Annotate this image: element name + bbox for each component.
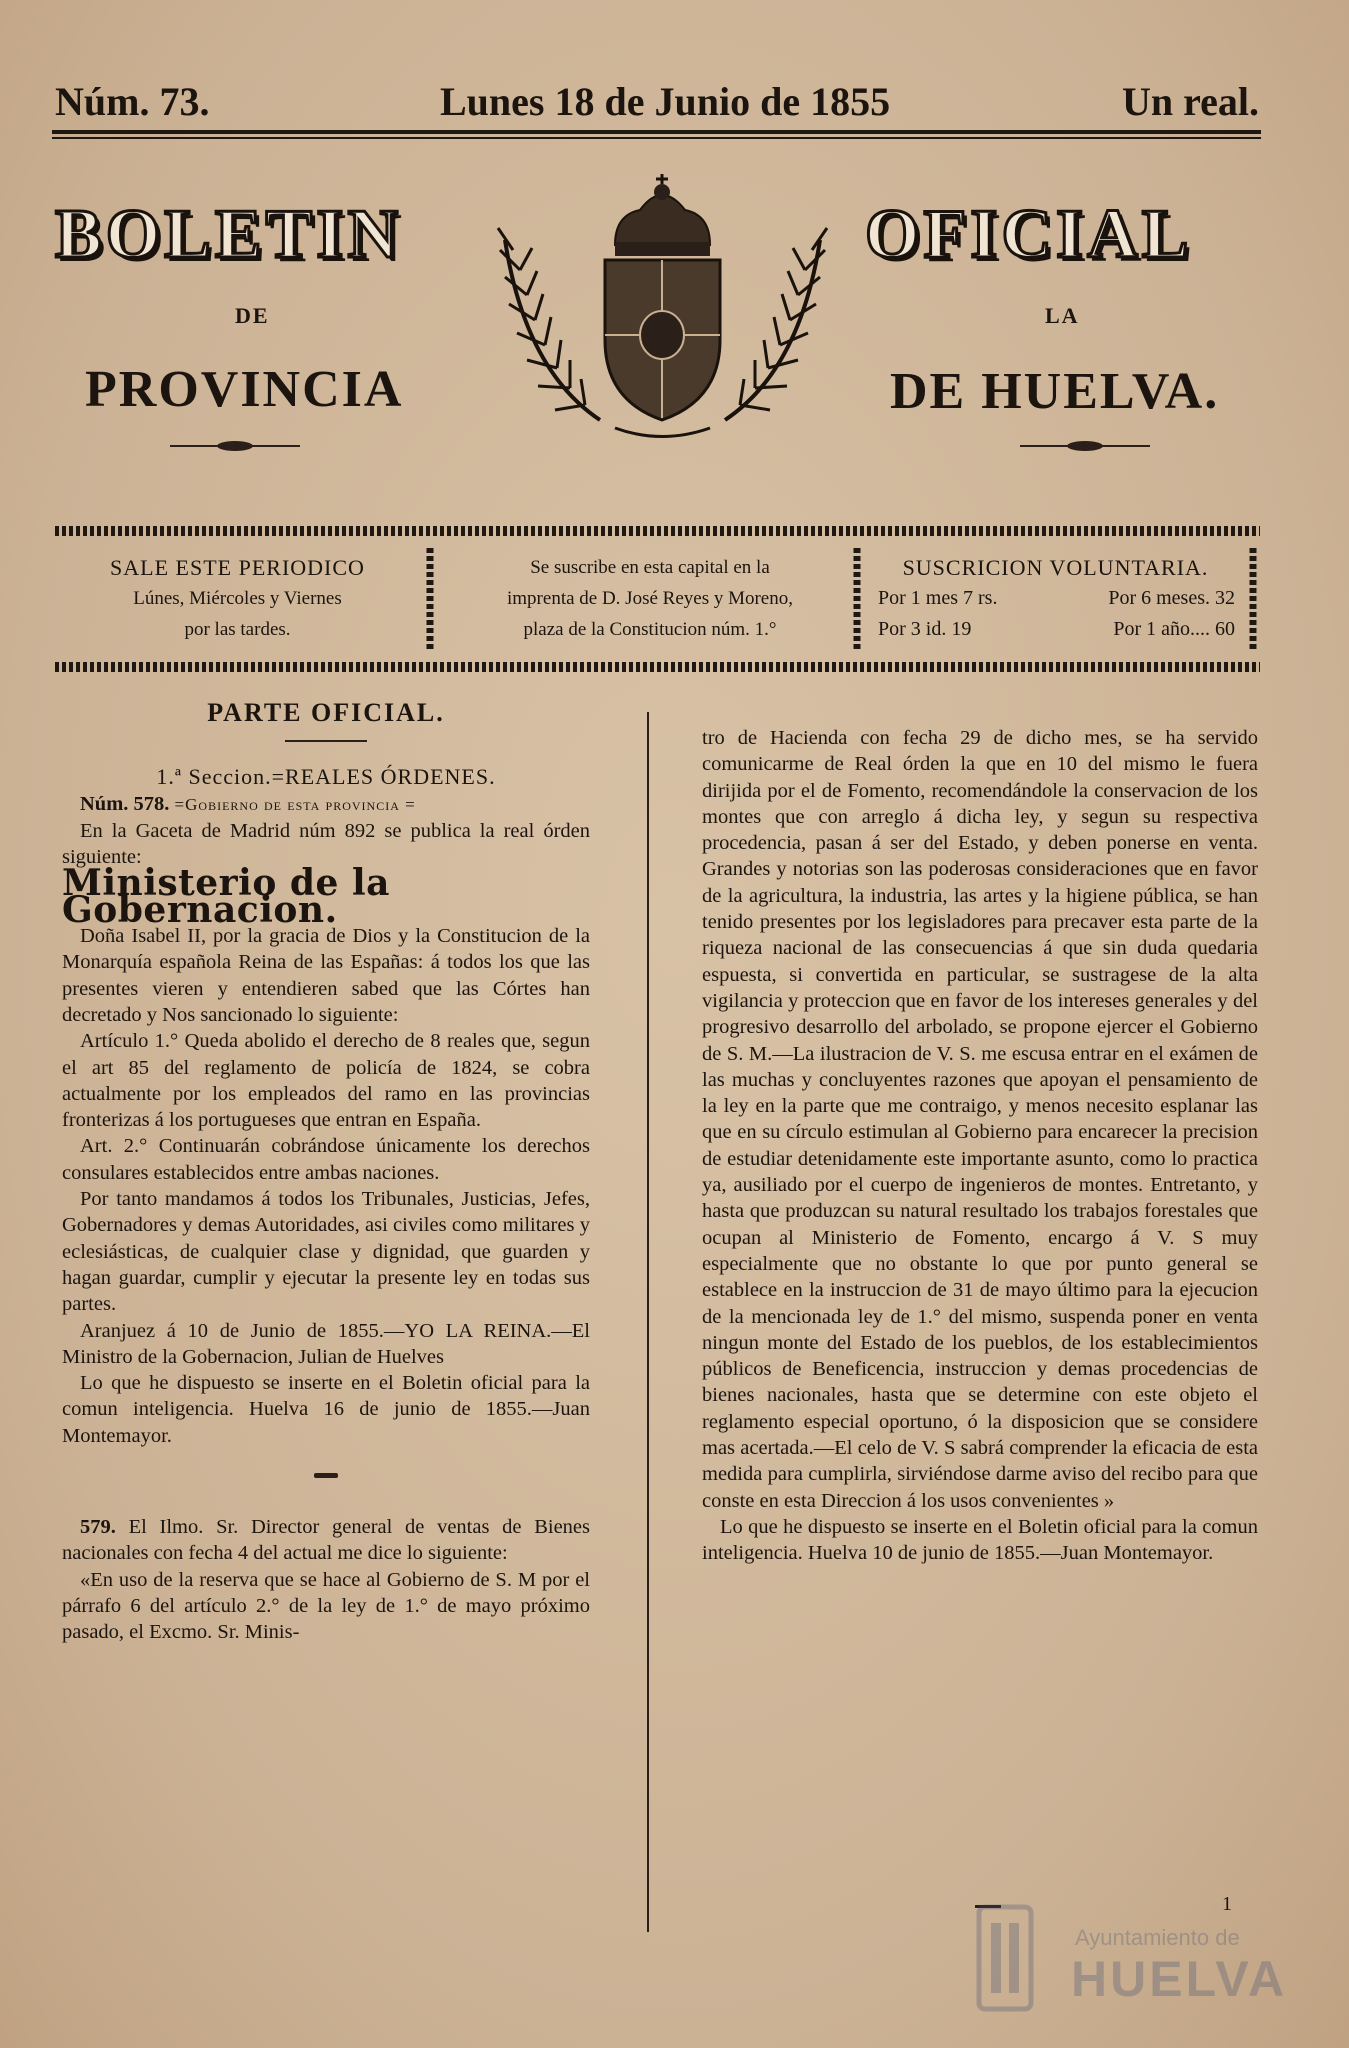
schedule-time: por las tardes. — [184, 619, 291, 640]
rates-title: SUSCRICION VOLUNTARIA. — [902, 555, 1209, 580]
flourish-ornament-right — [1020, 440, 1150, 452]
flourish-ornament-left — [170, 440, 300, 452]
notice-579-number: 579. — [80, 1516, 116, 1539]
notice-heading — [62, 791, 590, 818]
schedule-days: Lúnes, Miércoles y Viernes — [133, 588, 342, 609]
issue-header — [55, 78, 1259, 128]
masthead-de-huelva: DE HUELVA. — [890, 363, 1220, 420]
notice-579-text: El Ilmo. Sr. Director general de ventas de Bienes nacionales con fecha 4 del actual me dice lo siguiente: — [62, 1516, 591, 1565]
location-line-2: imprenta de D. José Reyes y Moreno, — [507, 588, 793, 609]
masthead-la: LA — [1045, 303, 1080, 328]
watermark-line-2: HUELVA — [1071, 1951, 1288, 2007]
rates-row — [868, 583, 1243, 614]
subscription-location — [440, 552, 860, 652]
column-divider — [647, 712, 649, 1932]
location-line-3: plaza de la Constitucion núm. 1.° — [523, 619, 777, 640]
archive-watermark — [975, 1895, 1288, 2025]
notice-579-quote: «En uso de la reserva que se hace al Gobierno de S. M por el párrafo 6 del artículo 2.° de la ley de 1.° de mayo próximo pasado, el Excmo. Sr. Minis- — [62, 1568, 590, 1644]
rate-1-month: Por 1 mes 7 rs. — [878, 587, 998, 609]
law-article-1: Artículo 1.° Queda abolido el derecho de 8 reales que, segun el art 85 del reglamento de policía de 1824, se cobra actualmente por los empleados del ramo en las provincias fronterizas á los portugueses que entran en España. — [62, 1030, 590, 1132]
city-shield-icon — [975, 1903, 1035, 2013]
location-line-1: Se suscribe en esta capital en la — [530, 557, 770, 578]
ornamental-divider — [425, 548, 435, 652]
notice-intro: En la Gaceta de Madrid núm 892 se publica la real órden siguiente: — [62, 819, 590, 869]
separator-mark — [314, 1473, 338, 1478]
ornamental-divider — [1248, 548, 1258, 652]
law-signature: Aranjuez á 10 de Junio de 1855.—YO LA REINA.—El Ministro de la Gobernacion, Julian de Huelves — [62, 1319, 590, 1368]
section-title: PARTE OFICIAL. — [207, 698, 445, 727]
right-column — [702, 725, 1258, 1567]
subscription-rates — [868, 552, 1243, 652]
notice-579-closing: Lo que he dispuesto se inserte en el Boletin oficial para la comun inteligencia. Huelva 10 de junio de 1855.—Juan Montemayor. — [702, 1515, 1258, 1565]
publication-schedule — [60, 552, 415, 652]
notice-579-continuation: tro de Hacienda con fecha 29 de dicho mes, se ha servido comunicarme de Real órden la que en 10 del mismo le fuera dirijida por el de Fomento, recomendándole la conservacion de los montes que con arreglo á dicha ley, y segun su respectiva procedencia, pasan á ser del Estado, y deben ponerse en venta. Grandes y notorias son las poderosas consideraciones que en favor de la agricultura, la industria, las artes y la higiene pública, se han tenido presentes por los legisladores para precaver esta parte de la riqueza nacional de las consecuencias á que sin duda quedaria espuesta, si convertida en particular, se sustragese de la alta vigilancia y proteccion que en favor de los intereses generales y del progresivo desarrollo del arbolado, se propone ejercer el Gobierno de S. M.—La ilustracion de V. S. me escusa entrar en el exámen de las muchas y concluyentes razones que apoyan el pensamiento de la ley en la parte que me contraigo, y menos necesito esplanar las que en su círculo estimulan al Gobierno para encarecer la precision de estudiar detenidamente este importante asunto, como lo practica ya, ausiliado por el cuerpo de ingenieros de montes. Entretanto, y hasta que produzcan su natural resultado los trabajos forestales que ocupan al Ministerio de Fomento, encargo á V. S muy especialmente que no obstante lo que por punto general se establece en la instruccion de 31 de mayo último para la ejecucion de la mencionada ley de 1.° del mismo, suspenda poner en venta ningun monte del Estado de los pueblos, de los establecimientos públicos de Beneficencia, instruccion y demas procedencias de bienes nacionales, hasta que se determine con este objeto el reglamento especial oportuno, ó la disposicion que se considere mas acertada.—El celo de V. S sabrá comprender la eficacia de esta medida para cumplirla, sirviéndose darme aviso del recibo para que conste en esta Direccion á los usos convenientes » — [702, 727, 1258, 1512]
publication-order: Lo que he dispuesto se inserte en el Boletin oficial para la comun inteligencia. Huelva 16 de junio de 1855.—Juan Montemayor. — [62, 1372, 590, 1447]
left-column — [62, 700, 590, 1646]
ornamental-border-top — [55, 524, 1260, 538]
issue-date: Lunes 18 de Junio de 1855 — [440, 79, 891, 124]
notice-number: Núm. 578. — [80, 792, 170, 815]
law-mandate: Por tanto mandamos á todos los Tribunales, Justicias, Jefes, Gobernadores y demas Autoridades, asi civiles como militares y eclesiásticas, de cualquier clase y dignidad, que guarden y hagan guardar, cumplir y ejecutar la presente ley en todas sus partes. — [62, 1188, 590, 1316]
schedule-title: SALE ESTE PERIODICO — [110, 555, 365, 580]
rates-row — [868, 614, 1243, 645]
law-preamble: Doña Isabel II, por la gracia de Dios y la Constitucion de la Monarquía española Reina de las Españas: á todos los que las presentes vieren y entendieren sabed que las Córtes han decretado y Nos sancionado lo siguiente: — [62, 925, 590, 1026]
watermark-line-1: Ayuntamiento de — [1075, 1925, 1240, 1950]
masthead-oficial: OFICIAL — [865, 196, 1193, 273]
ornamental-border-bottom — [55, 660, 1260, 674]
issue-price: Un real. — [1121, 79, 1259, 124]
notice-579 — [62, 1514, 590, 1567]
rate-1-year: Por 1 año.... 60 — [1113, 618, 1235, 640]
masthead-provincia: PROVINCIA — [85, 361, 404, 418]
rate-6-months: Por 6 meses. 32 — [1108, 587, 1235, 609]
header-rule-thin — [52, 137, 1261, 139]
section-rule — [285, 740, 367, 742]
rate-3-months: Por 3 id. 19 — [878, 618, 972, 640]
notice-source: =Gobierno de esta provincia = — [174, 794, 416, 814]
footer-mark: 1 — [1222, 1893, 1232, 1915]
header-rule-thick — [52, 130, 1261, 134]
coat-of-arms-icon — [465, 170, 860, 445]
ministry-heading: Ministerio de la Gobernacion. — [62, 862, 390, 931]
masthead-de: DE — [235, 303, 270, 328]
issue-number: Núm. 73. — [55, 79, 210, 124]
subsection-title: 1.ª Seccion.=REALES ÓRDENES. — [156, 764, 496, 790]
law-article-2: Art. 2.° Continuarán cobrándose únicamente los derechos consulares establecidos entre ambas naciones. — [62, 1135, 590, 1184]
masthead-boletin: BOLETIN — [55, 196, 402, 273]
